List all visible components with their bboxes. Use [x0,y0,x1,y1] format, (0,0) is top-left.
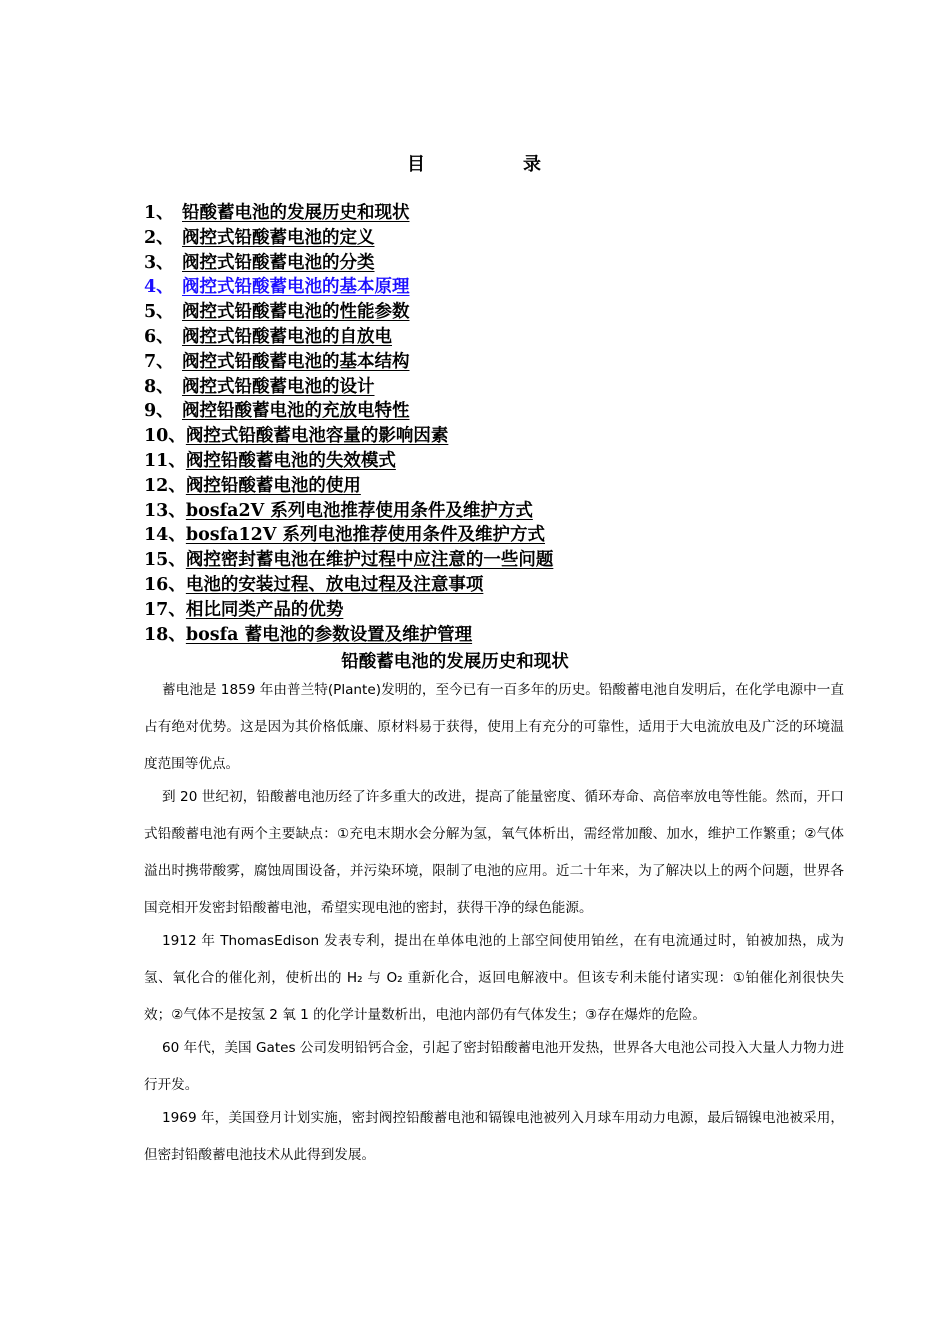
toc-number: 10、 [144,426,186,447]
toc-number: 1、 [144,203,174,223]
toc-label: 阀控铅酸蓄电池的使用 [185,475,361,496]
toc-link-17[interactable] [144,597,844,622]
toc-label: 阀控铅酸蓄电池的失效模式 [185,450,396,471]
toc-link-4[interactable] [144,274,844,299]
toc-number: 15、 [144,550,186,571]
section-heading: 铅酸蓄电池的发展历史和现状 [341,652,569,672]
toc-link-1[interactable] [144,200,844,225]
toc-number: 14、 [144,525,186,546]
toc-title: 目 录 [407,154,581,175]
toc-label: 阀控式铅酸蓄电池的自放电 [182,326,392,347]
toc-number: 2、 [144,227,174,248]
toc-label: 阀控式铅酸蓄电池的定义 [182,227,375,248]
toc-number: 5、 [144,302,174,323]
toc-link-9[interactable] [144,398,844,423]
section-body [144,672,844,1174]
toc-number: 12、 [144,475,186,496]
toc-link-15[interactable] [144,547,844,572]
toc-link-10[interactable] [144,423,844,448]
toc-label: 电池的安装过程、放电过程及注意事项 [185,574,484,595]
toc-label: 阀控式铅酸蓄电池容量的影响因素 [185,426,449,447]
toc-number: 13、 [144,500,186,521]
toc-label: bosfa 蓄电池的参数设置及维护管理 [185,624,473,645]
toc-link-14[interactable] [144,522,844,547]
toc-link-13[interactable] [144,498,844,523]
toc-link-5[interactable] [144,299,844,324]
toc-link-11[interactable] [144,448,844,473]
paragraph-1: 蓄电池是 1859 年由普兰特(Plante)发明的，至今已有一百多年的历史。铅酸蓄电池自发明后，在化学电源中一直占有绝对优势。这是因为其价格低廉、原材料易于获得，使用上有充分的可靠性，适用于大电流放电及广泛的环境温度范围等优点。 [144,682,844,772]
toc-label: 相比同类产品的优势 [185,599,344,620]
toc-label: bosfa2V 系列电池推荐使用条件及维护方式 [185,500,533,521]
toc-link-2[interactable] [144,225,844,250]
paragraph-5: 1969 年，美国登月计划实施，密封阀控铅酸蓄电池和镉镍电池被列入月球车用动力电源，最后镉镍电池被采用，但密封铅酸蓄电池技术从此得到发展。 [144,1110,844,1163]
toc-link-6[interactable] [144,324,844,349]
toc-label: 阀控式铅酸蓄电池的基本结构 [182,351,410,372]
toc-label: bosfa12V 系列电池推荐使用条件及维护方式 [185,525,546,546]
table-of-contents [144,200,844,646]
toc-link-3[interactable] [144,250,844,275]
toc-number: 17、 [144,599,186,620]
toc-number: 4、 [144,277,174,298]
toc-number: 7、 [144,351,174,372]
toc-label: 阀控式铅酸蓄电池的基本原理 [182,277,410,298]
toc-label: 阀控式铅酸蓄电池的设计 [182,376,375,397]
toc-link-18[interactable] [144,622,844,647]
toc-link-12[interactable] [144,473,844,498]
paragraph-2: 到 20 世纪初，铅酸蓄电池历经了许多重大的改进，提高了能量密度、循环寿命、高倍率放电等性能。然而，开口式铅酸蓄电池有两个主要缺点：①充电末期水会分解为氢，氧气体析出，需经常加酸、加水，维护工作繁重；②气体溢出时携带酸雾，腐蚀周围设备，并污染环境，限制了电池的应用。近二十年来，为了解决以上的两个问题，世界各国竞相开发密封铅酸蓄电池，希望实现电池的密封，获得干净的绿色能源。 [144,789,844,916]
paragraph-4: 60 年代，美国 Gates 公司发明铅钙合金，引起了密封铅酸蓄电池开发热，世界各大电池公司投入大量人力物力进行开发。 [144,1040,844,1093]
toc-label: 阀控密封蓄电池在维护过程中应注意的一些问题 [185,550,554,571]
toc-number: 18、 [144,624,186,645]
toc-label: 阀控式铅酸蓄电池的分类 [182,252,375,273]
toc-label: 铅酸蓄电池的发展历史和现状 [182,203,410,223]
paragraph-3: 1912 年 ThomasEdison 发表专利，提出在单体电池的上部空间使用铂丝，在有电流通过时，铂被加热，成为氢、氧化合的催化剂，使析出的 H₂ 与 O₂ 重新化合，返回电解液中。但该专利未能付诸实现：①铂催化剂很快失效；②气体不是按氢 2 氧 1 的化学计量数析出，电池内部仍有气体发生；③存在爆炸的危险。 [144,933,844,1023]
toc-number: 11、 [144,450,186,471]
toc-number: 9、 [144,401,174,422]
toc-link-7[interactable] [144,349,844,374]
toc-label: 阀控式铅酸蓄电池的性能参数 [182,302,410,323]
toc-link-8[interactable] [144,374,844,399]
toc-number: 16、 [144,574,186,595]
toc-number: 8、 [144,376,174,397]
toc-number: 3、 [144,252,174,273]
toc-number: 6、 [144,326,174,347]
toc-link-16[interactable] [144,572,844,597]
toc-label: 阀控铅酸蓄电池的充放电特性 [182,401,410,422]
